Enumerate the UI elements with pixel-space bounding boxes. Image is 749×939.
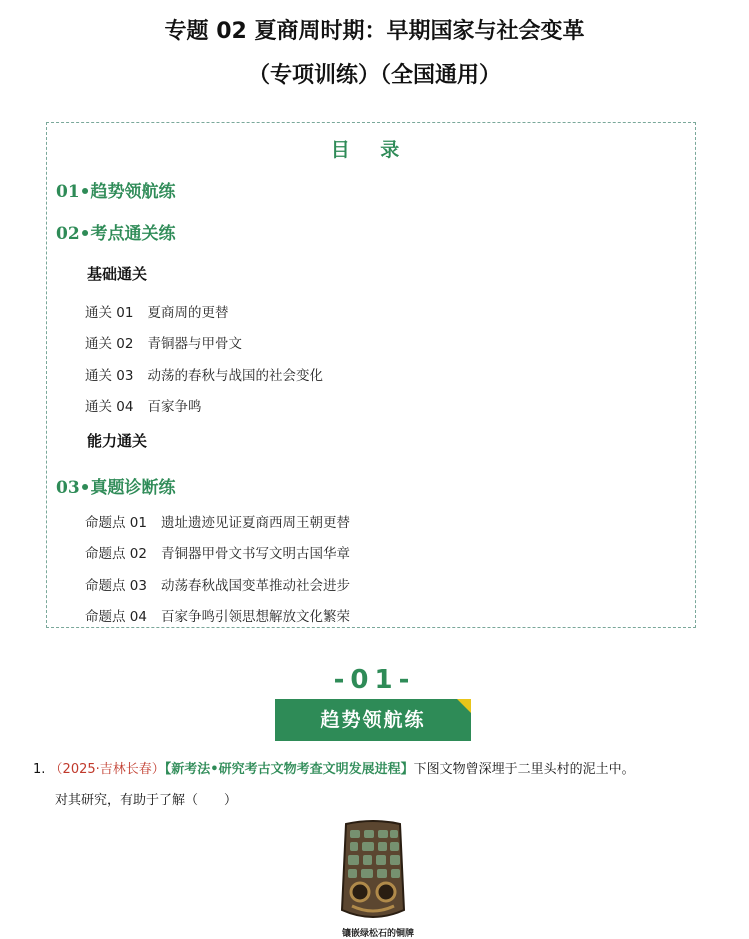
page-title: 专题 02 夏商周时期：早期国家与社会变革 [164, 19, 585, 44]
toc-item-number: 通关 03 [85, 368, 134, 384]
toc-item-number: 命题点 03 [85, 578, 147, 594]
toc-basic-title[interactable]: 基础通关 [87, 265, 148, 283]
toc-item-exam-3[interactable] [85, 574, 350, 594]
toc-item-text: 夏商周的更替 [147, 305, 229, 321]
question-1 [33, 754, 733, 816]
section-banner: 趋势领航练 [275, 699, 471, 741]
toc-item-basic-2[interactable] [85, 332, 242, 352]
toc-heading: 目 录 [330, 139, 412, 161]
question-tag: 【新考法•研究考古文物考查文明发展进程】 [164, 762, 414, 777]
bronze-plaque-image [338, 820, 408, 926]
toc-ability-title[interactable]: 能力通关 [87, 432, 148, 450]
toc-item-text: 百家争鸣 [147, 399, 202, 415]
toc-item-basic-1[interactable] [85, 301, 228, 321]
toc-section-03[interactable]: 03•真题诊断练 [56, 478, 176, 498]
toc-item-exam-4[interactable] [85, 605, 350, 625]
toc-item-exam-2[interactable] [85, 542, 350, 562]
toc-item-text: 百家争鸣引领思想解放文化繁荣 [160, 609, 350, 625]
toc-section-02[interactable]: 02•考点通关练 [56, 224, 176, 244]
toc-item-number: 命题点 04 [85, 609, 147, 625]
toc-item-basic-4[interactable] [85, 395, 201, 415]
toc-item-text: 动荡春秋战国变革推动社会进步 [160, 578, 350, 594]
toc-item-text: 青铜器与甲骨文 [147, 336, 242, 352]
banner-corner-decoration [457, 699, 471, 713]
question-text-line2: 对其研究，有助于了解（ ） [55, 793, 238, 808]
page-subtitle: （专项训练）（全国通用） [247, 63, 501, 88]
table-of-contents [46, 122, 696, 628]
toc-item-number: 通关 01 [85, 305, 134, 321]
image-caption: 镶嵌绿松石的铜牌 [341, 929, 414, 939]
toc-item-number: 命题点 01 [85, 515, 147, 531]
toc-item-basic-3[interactable] [85, 364, 323, 384]
toc-item-exam-1[interactable] [85, 511, 350, 531]
toc-item-text: 动荡的春秋与战国的社会变化 [147, 368, 323, 384]
toc-item-text: 青铜器甲骨文书写文明古国华章 [160, 546, 350, 562]
toc-section-01[interactable]: 01•趋势领航练 [56, 182, 176, 202]
toc-item-number: 命题点 02 [85, 546, 147, 562]
toc-item-number: 通关 04 [85, 399, 134, 415]
toc-item-text: 遗址遗迹见证夏商西周王朝更替 [160, 515, 350, 531]
toc-item-number: 通关 02 [85, 336, 134, 352]
section-number: -01- [333, 665, 416, 695]
question-text-line1: 下图文物曾深埋于二里头村的泥土中。 [413, 762, 635, 777]
question-source: （2025·吉林长春） [49, 762, 165, 777]
question-number: 1. [33, 762, 46, 777]
